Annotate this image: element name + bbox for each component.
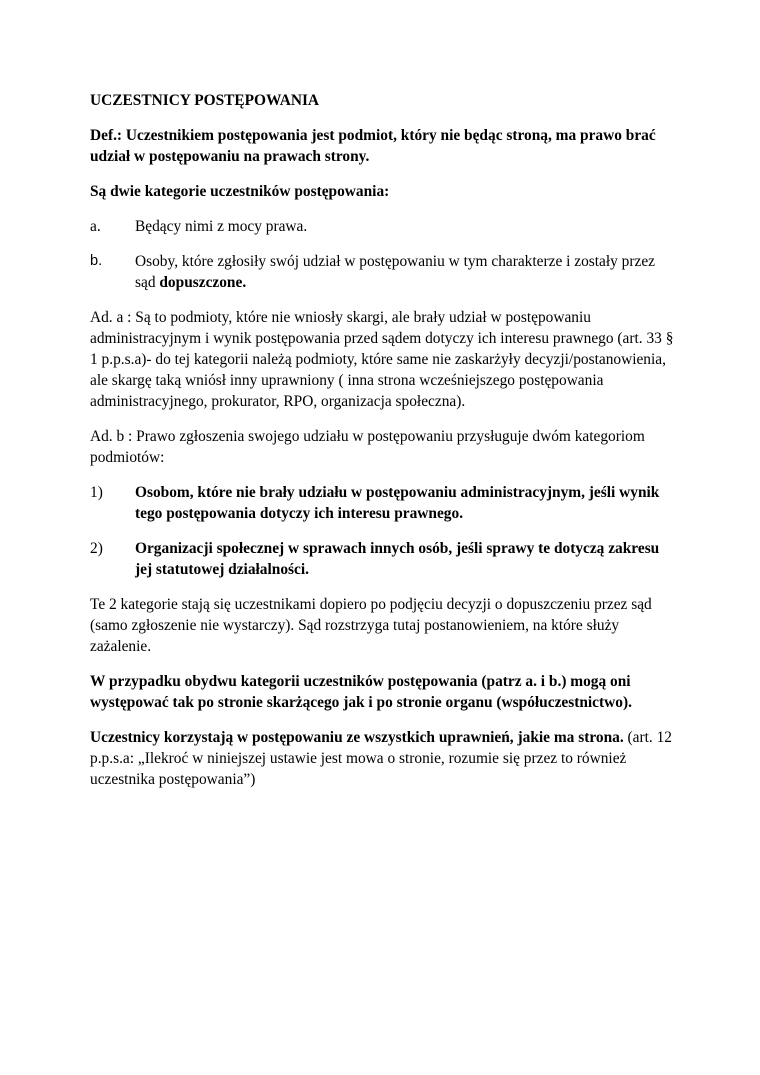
entitled-marker-2: 2) <box>90 540 103 557</box>
document-page <box>90 90 675 804</box>
definition-paragraph: Def.: Uczestnikiem postępowania jest podmiot, który nie będąc stroną, ma prawo brać udział w postępowaniu na prawach strony. <box>90 127 656 165</box>
rights-citation-text: (art. 12 p.p.s.a: „Ilekroć w niniejszej ustawie jest mowa o stronie, rozumie się przez to również uczestnika postępowania”) <box>90 729 672 788</box>
rights-paragraph <box>90 727 675 790</box>
ad-b-paragraph: Ad. b : Prawo zgłoszenia swojego udziału w postępowaniu przysługuje dwóm kategoriom podmiotów: <box>90 428 645 466</box>
both-categories-paragraph: W przypadku obydwu kategorii uczestników postępowania (patrz a. i b.) mogą oni występować tak po stronie skarżącego jak i po stronie organu (współuczestnictwo). <box>90 673 632 711</box>
entitled-item-1 <box>90 482 675 524</box>
ad-a-paragraph: Ad. a : Są to podmioty, które nie wniosły skargi, ale brały udział w postępowaniu administracyjnym i wynik postępowania przed sądem dotyczy ich interesu prawnego (art. 33 § 1 p.p.s.a)- do tej kategorii należą podmioty, które same nie zaskarżyły decyzji/postanowienia, ale skargę taką wniósł inny uprawniony ( inna strona wcześniejszego postępowania administracyjnego, prokurator, RPO, organizacja społeczna). <box>90 309 674 410</box>
category-marker-b: b. <box>90 253 103 269</box>
entitled-text-1: Osobom, które nie brały udziału w postępowaniu administracyjnym, jeśli wynik tego postępowania dotyczy ich interesu prawnego. <box>135 484 660 522</box>
categories-heading: Są dwie kategorie uczestników postępowania: <box>90 183 390 200</box>
category-marker-a: a. <box>90 218 101 235</box>
category-text-b <box>135 251 675 293</box>
page-title: UCZESTNICY POSTĘPOWANIA <box>90 92 320 109</box>
entitled-text-2: Organizacji społecznej w sprawach innych osób, jeśli sprawy te dotyczą zakresu jej statutowej działalności. <box>135 540 660 578</box>
category-text-a: Będący nimi z mocy prawa. <box>135 218 308 235</box>
rights-bold-text: Uczestnicy korzystają w postępowaniu ze wszystkich uprawnień, jakie ma strona. <box>90 729 624 746</box>
participants-note-paragraph: Te 2 kategorie stają się uczestnikami dopiero po podjęciu decyzji o dopuszczeniu przez sąd (samo zgłoszenie nie wystarczy). Sąd rozstrzyga tutaj postanowieniem, na które służy zażalenie. <box>90 596 652 655</box>
entitled-marker-1: 1) <box>90 484 103 501</box>
category-text-b-regular: Osoby, które zgłosiły swój udział w postępowaniu w tym charakterze i zostały przez sąd <box>135 253 655 291</box>
entitled-item-2 <box>90 538 675 580</box>
category-item-b <box>90 251 675 293</box>
category-item-a <box>90 216 675 237</box>
category-text-b-bold: dopuszczone. <box>159 274 247 291</box>
